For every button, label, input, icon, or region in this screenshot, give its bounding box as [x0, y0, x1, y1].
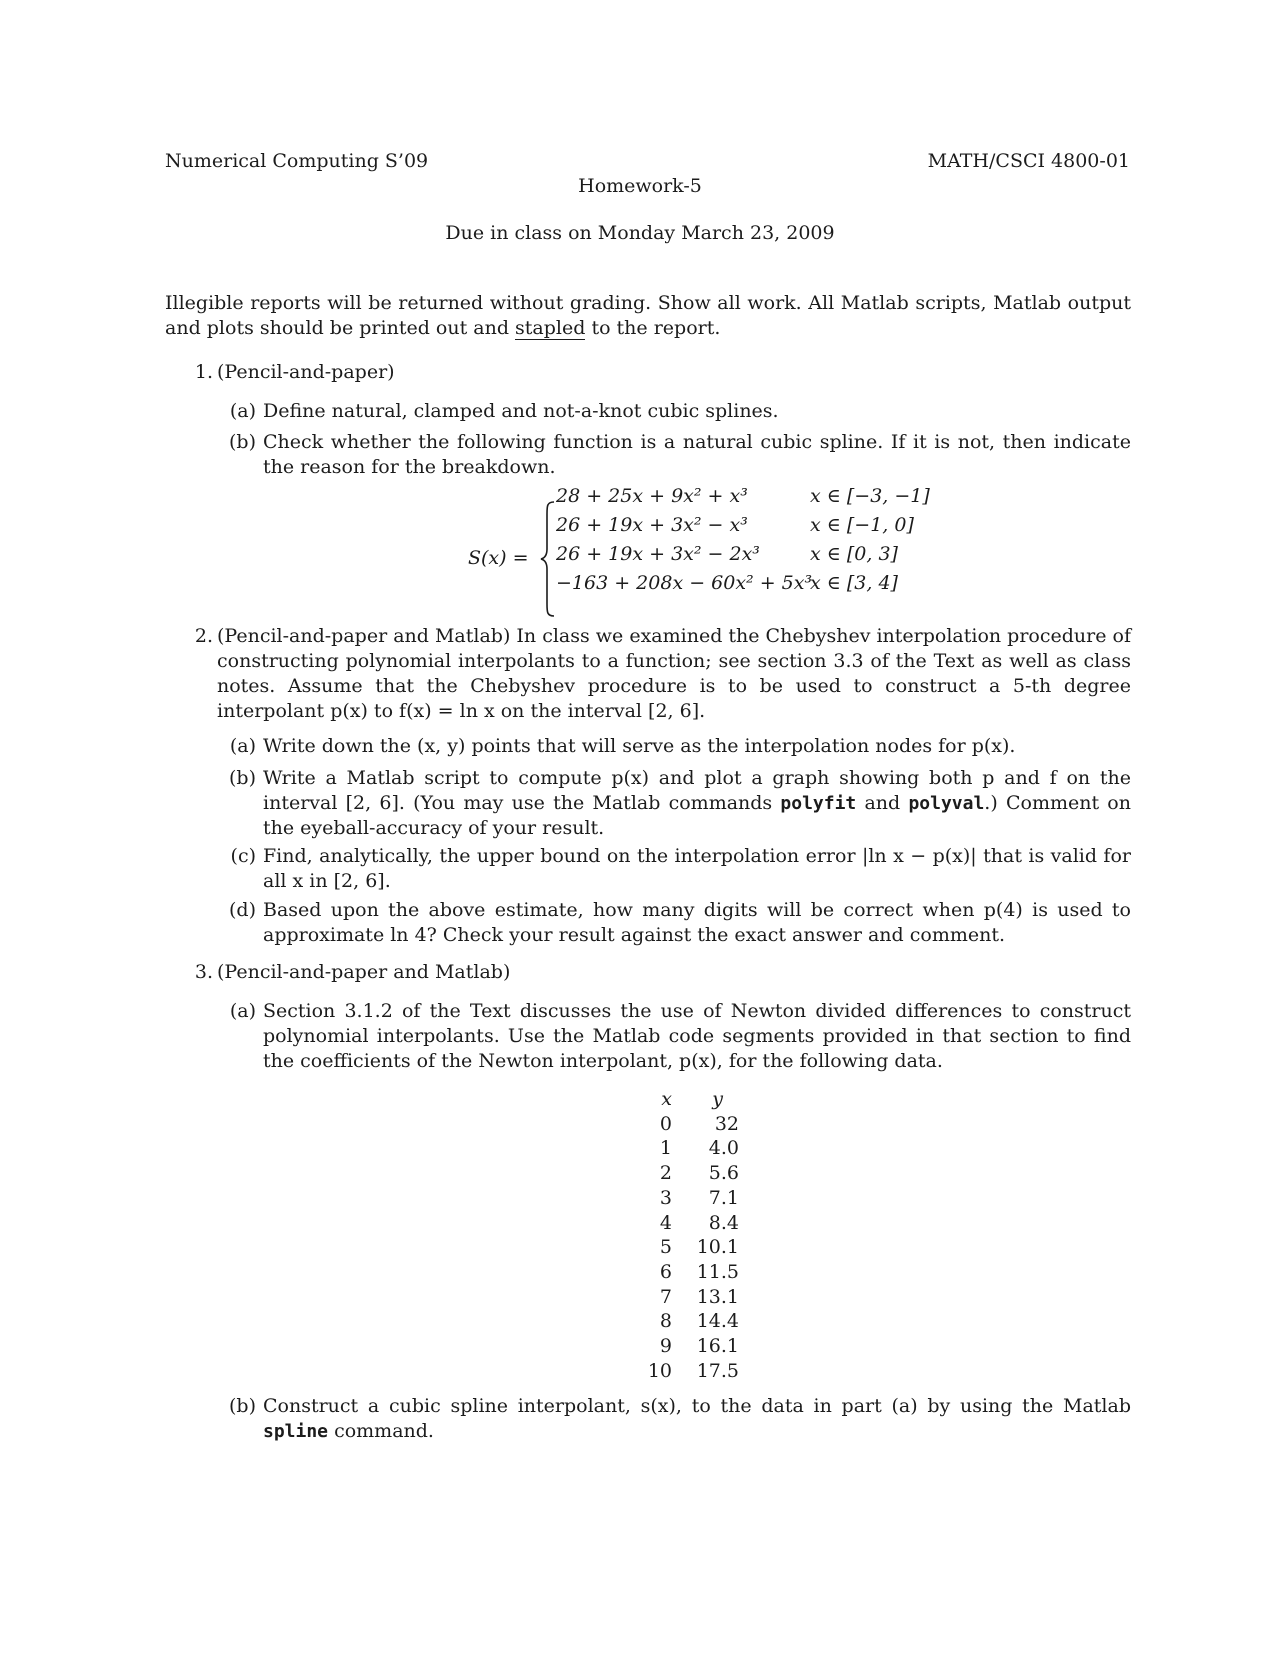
spline-command: spline	[263, 1421, 329, 1442]
table-row	[636, 1285, 739, 1310]
table-cell-x: 8	[659, 1310, 672, 1333]
q3b-label: (b)	[229, 1395, 256, 1417]
q3b-text-pre: Construct a cubic spline interpolant, s(x), to the data in part (a) by using the Matlab	[263, 1395, 1131, 1417]
table-cell-y: 16.1	[696, 1335, 739, 1358]
table-cell-y: 8.4	[708, 1211, 739, 1234]
table-cell-y: 10.1	[696, 1236, 739, 1259]
q2b-text	[263, 766, 1131, 841]
table-cell-x: 1	[659, 1137, 672, 1160]
polyval-command: polyval	[908, 793, 985, 814]
q1a-label: (a)	[229, 400, 256, 422]
table-cell-y: 13.1	[696, 1285, 739, 1308]
table-cell-x: 7	[659, 1285, 672, 1308]
table-row	[636, 1235, 739, 1260]
table-cell-y: 11.5	[696, 1260, 739, 1283]
table-cell-x: 3	[659, 1186, 672, 1209]
brace-icon	[540, 500, 556, 618]
q2b-label: (b)	[229, 767, 256, 789]
table-row	[636, 1161, 739, 1186]
case-expr-3: 26 + 19x + 3x² − 2x³	[556, 543, 760, 565]
q3a-label: (a)	[229, 1000, 256, 1022]
q3a-text: Section 3.1.2 of the Text discusses the use of Newton divided differences to construct polynomial interpolants. Use the Matlab code segments provided in that section to find the coefficients of the Newton interpolant, p(x), for the following data.	[263, 1000, 1131, 1072]
table-row	[636, 1260, 739, 1285]
q1a-text: Define natural, clamped and not-a-knot cubic splines.	[263, 400, 779, 422]
q3-number: 3.	[194, 961, 213, 983]
table-row	[636, 1359, 739, 1384]
q1-title: (Pencil-and-paper)	[217, 361, 395, 383]
table-row	[636, 1309, 739, 1334]
q2a-text: Write down the (x, y) points that will serve as the interpolation nodes for p(x).	[263, 735, 1016, 757]
course-name: Numerical Computing S’09	[165, 150, 429, 172]
intro-text: Illegible reports will be returned without grading. Show all work. All Matlab scripts, Matlab output and plots should be printed out and	[165, 292, 1131, 339]
case-domain-4: x ∈ [3, 4]	[810, 572, 898, 594]
q1b-label: (b)	[229, 431, 256, 453]
intro-underlined: stapled	[515, 317, 586, 339]
intro-paragraph	[165, 291, 1131, 341]
intro-text-end: to the report.	[591, 317, 721, 339]
table-row	[636, 1211, 739, 1236]
table-row	[636, 1136, 739, 1161]
table-cell-x: 5	[659, 1236, 672, 1259]
case-expr-2: 26 + 19x + 3x² − x³	[556, 514, 748, 536]
table-header-y: y	[712, 1088, 723, 1110]
q1b-text: Check whether the following function is a natural cubic spline. If it is not, then indicate the reason for the breakdown.	[263, 431, 1131, 478]
table-cell-x: 2	[659, 1162, 672, 1185]
course-code: MATH/CSCI 4800-01	[927, 150, 1130, 172]
q2d-label: (d)	[229, 899, 256, 921]
q3b-text-post: command.	[334, 1420, 434, 1442]
q2-text: (Pencil-and-paper and Matlab) In class we examined the Chebyshev interpolation procedure of constructing polynomial interpolants to a function; see section 3.3 of the Text as well as class notes. Assume that the Chebyshev procedure is to be used to construct a 5-th degree interpolant p(x) to f(x) = ln x on the interval [2, 6].	[217, 625, 1131, 722]
table-header-row	[636, 1087, 739, 1112]
table-cell-y: 7.1	[708, 1186, 739, 1209]
table-cell-y: 32	[714, 1112, 739, 1135]
q2b-text-pre: Write a Matlab script to compute p(x) and plot a graph showing both p and f on the interval [2, 6]. (You may use the Matlab commands	[263, 767, 1131, 814]
piecewise-lhs: S(x) =	[468, 547, 529, 569]
case-expr-1: 28 + 25x + 9x² + x³	[556, 485, 748, 507]
case-domain-3: x ∈ [0, 3]	[810, 543, 898, 565]
table-cell-x: 4	[659, 1211, 672, 1234]
table-header-x: x	[661, 1088, 672, 1110]
q2-number: 2.	[194, 625, 213, 647]
case-expr-4: −163 + 208x − 60x² + 5x³	[556, 572, 813, 594]
table-cell-y: 17.5	[696, 1359, 739, 1382]
table-cell-x: 9	[659, 1335, 672, 1358]
q3-title: (Pencil-and-paper and Matlab)	[217, 961, 511, 983]
table-cell-y: 4.0	[708, 1137, 739, 1160]
page-title: Homework-5	[578, 175, 702, 197]
table-cell-x: 6	[659, 1260, 672, 1283]
q3b-text	[263, 1394, 1131, 1444]
q2a-label: (a)	[229, 735, 256, 757]
table-cell-x: 10	[647, 1359, 672, 1382]
table-cell-y: 5.6	[708, 1162, 739, 1185]
q2c-text: Find, analytically, the upper bound on the interpolation error |ln x − p(x)| that is valid for all x in [2, 6].	[263, 845, 1131, 892]
case-domain-1: x ∈ [−3, −1]	[810, 485, 930, 507]
table-cell-y: 14.4	[696, 1310, 739, 1333]
due-date: Due in class on Monday March 23, 2009	[445, 222, 835, 244]
table-row	[636, 1186, 739, 1211]
polyfit-command: polyfit	[780, 793, 857, 814]
q2c-label: (c)	[230, 845, 256, 867]
table-row	[636, 1334, 739, 1359]
table-row	[636, 1112, 739, 1137]
case-domain-2: x ∈ [−1, 0]	[810, 514, 914, 536]
q2d-text: Based upon the above estimate, how many digits will be correct when p(4) is used to approximate ln 4? Check your result against the exact answer and comment.	[263, 899, 1131, 946]
q2b-text-post: .) Comment on the eyeball-accuracy of your result.	[263, 792, 1131, 839]
data-table	[636, 1087, 739, 1383]
table-cell-x: 0	[659, 1112, 672, 1135]
q1-number: 1.	[194, 361, 213, 383]
q2b-text-mid: and	[864, 792, 901, 814]
